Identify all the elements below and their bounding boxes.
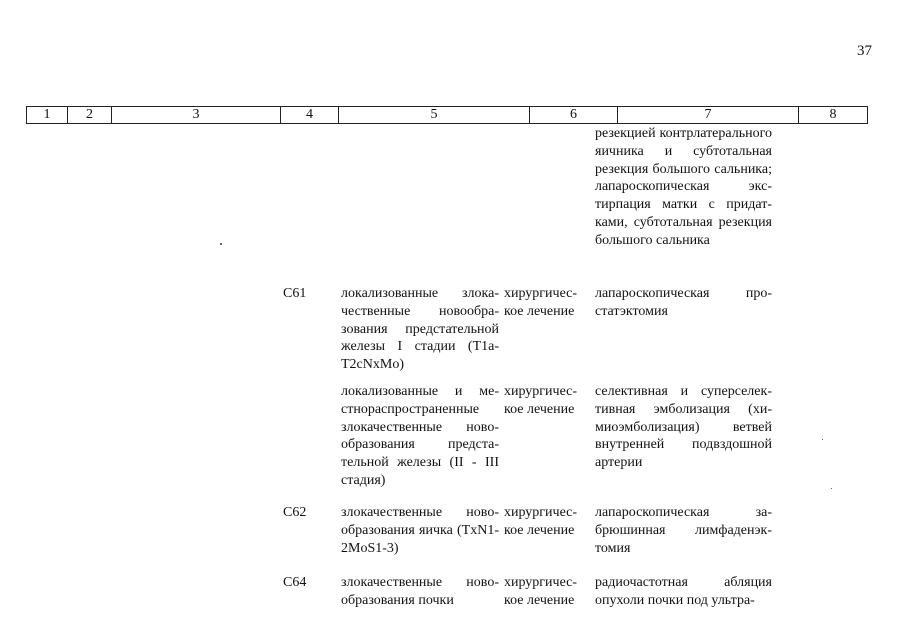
row-c61-code: C61 [283,286,307,301]
scan-speck [822,439,823,440]
row-c61b-treatment: хирургическое лечение [504,384,578,417]
header-cell-4: 4 [281,107,339,123]
row-c62-code: C62 [283,505,307,520]
row-c61-treatment: хирургическое лечение [504,286,578,319]
scan-speck [220,243,222,245]
header-cell-8: 8 [829,107,837,122]
row-c61-condition: локализованные злокачественные новообразования предстательной железы I стадии (T1a-T2cNxMo) [341,286,499,373]
row-c61-method: лапароскопическая простатэктомия [595,286,772,319]
header-cell-1: 1 [27,107,68,123]
scan-speck [831,488,832,489]
row-c64-condition: злокачественные новообразования почки [341,575,499,608]
table-header-row [26,106,868,124]
header-cell-5: 5 [339,107,530,123]
row-c64-method: радиочастотная абляция опухоли почки под ультра- [595,575,772,608]
header-cell-3: 3 [112,107,281,123]
header-cell-2: 2 [68,107,112,123]
row-c61b-method: селективная и суперселективная эмболизация (химиоэмболизация) ветвей внутренней подвздошной артерии [595,384,772,471]
row-c64-treatment: хирургическое лечение [504,575,578,608]
row-c61b-condition: локализованные и местнораспространенные злокачественные новообразования предстательной железы (II - III стадия) [341,384,499,488]
header-cell-7: 7 [618,107,799,123]
row-c64-code: C64 [283,575,307,590]
page-number: 37 [857,43,872,59]
row-c62-method: лапароскопическая забрюшинная лимфаденэктомия [595,505,772,556]
header-cell-6: 6 [530,107,618,123]
row-c62-condition: злокачественные новообразования яичка (TxN1-2MoS1-3) [341,505,499,556]
continuation-method-cell: резекцией контрлатерального яичника и субтотальная резекция большого сальника; лапароскопическая экстирпация матки с придатками, субтотальная резекция большого сальника [595,126,772,248]
row-c62-treatment: хирургическое лечение [504,505,578,538]
